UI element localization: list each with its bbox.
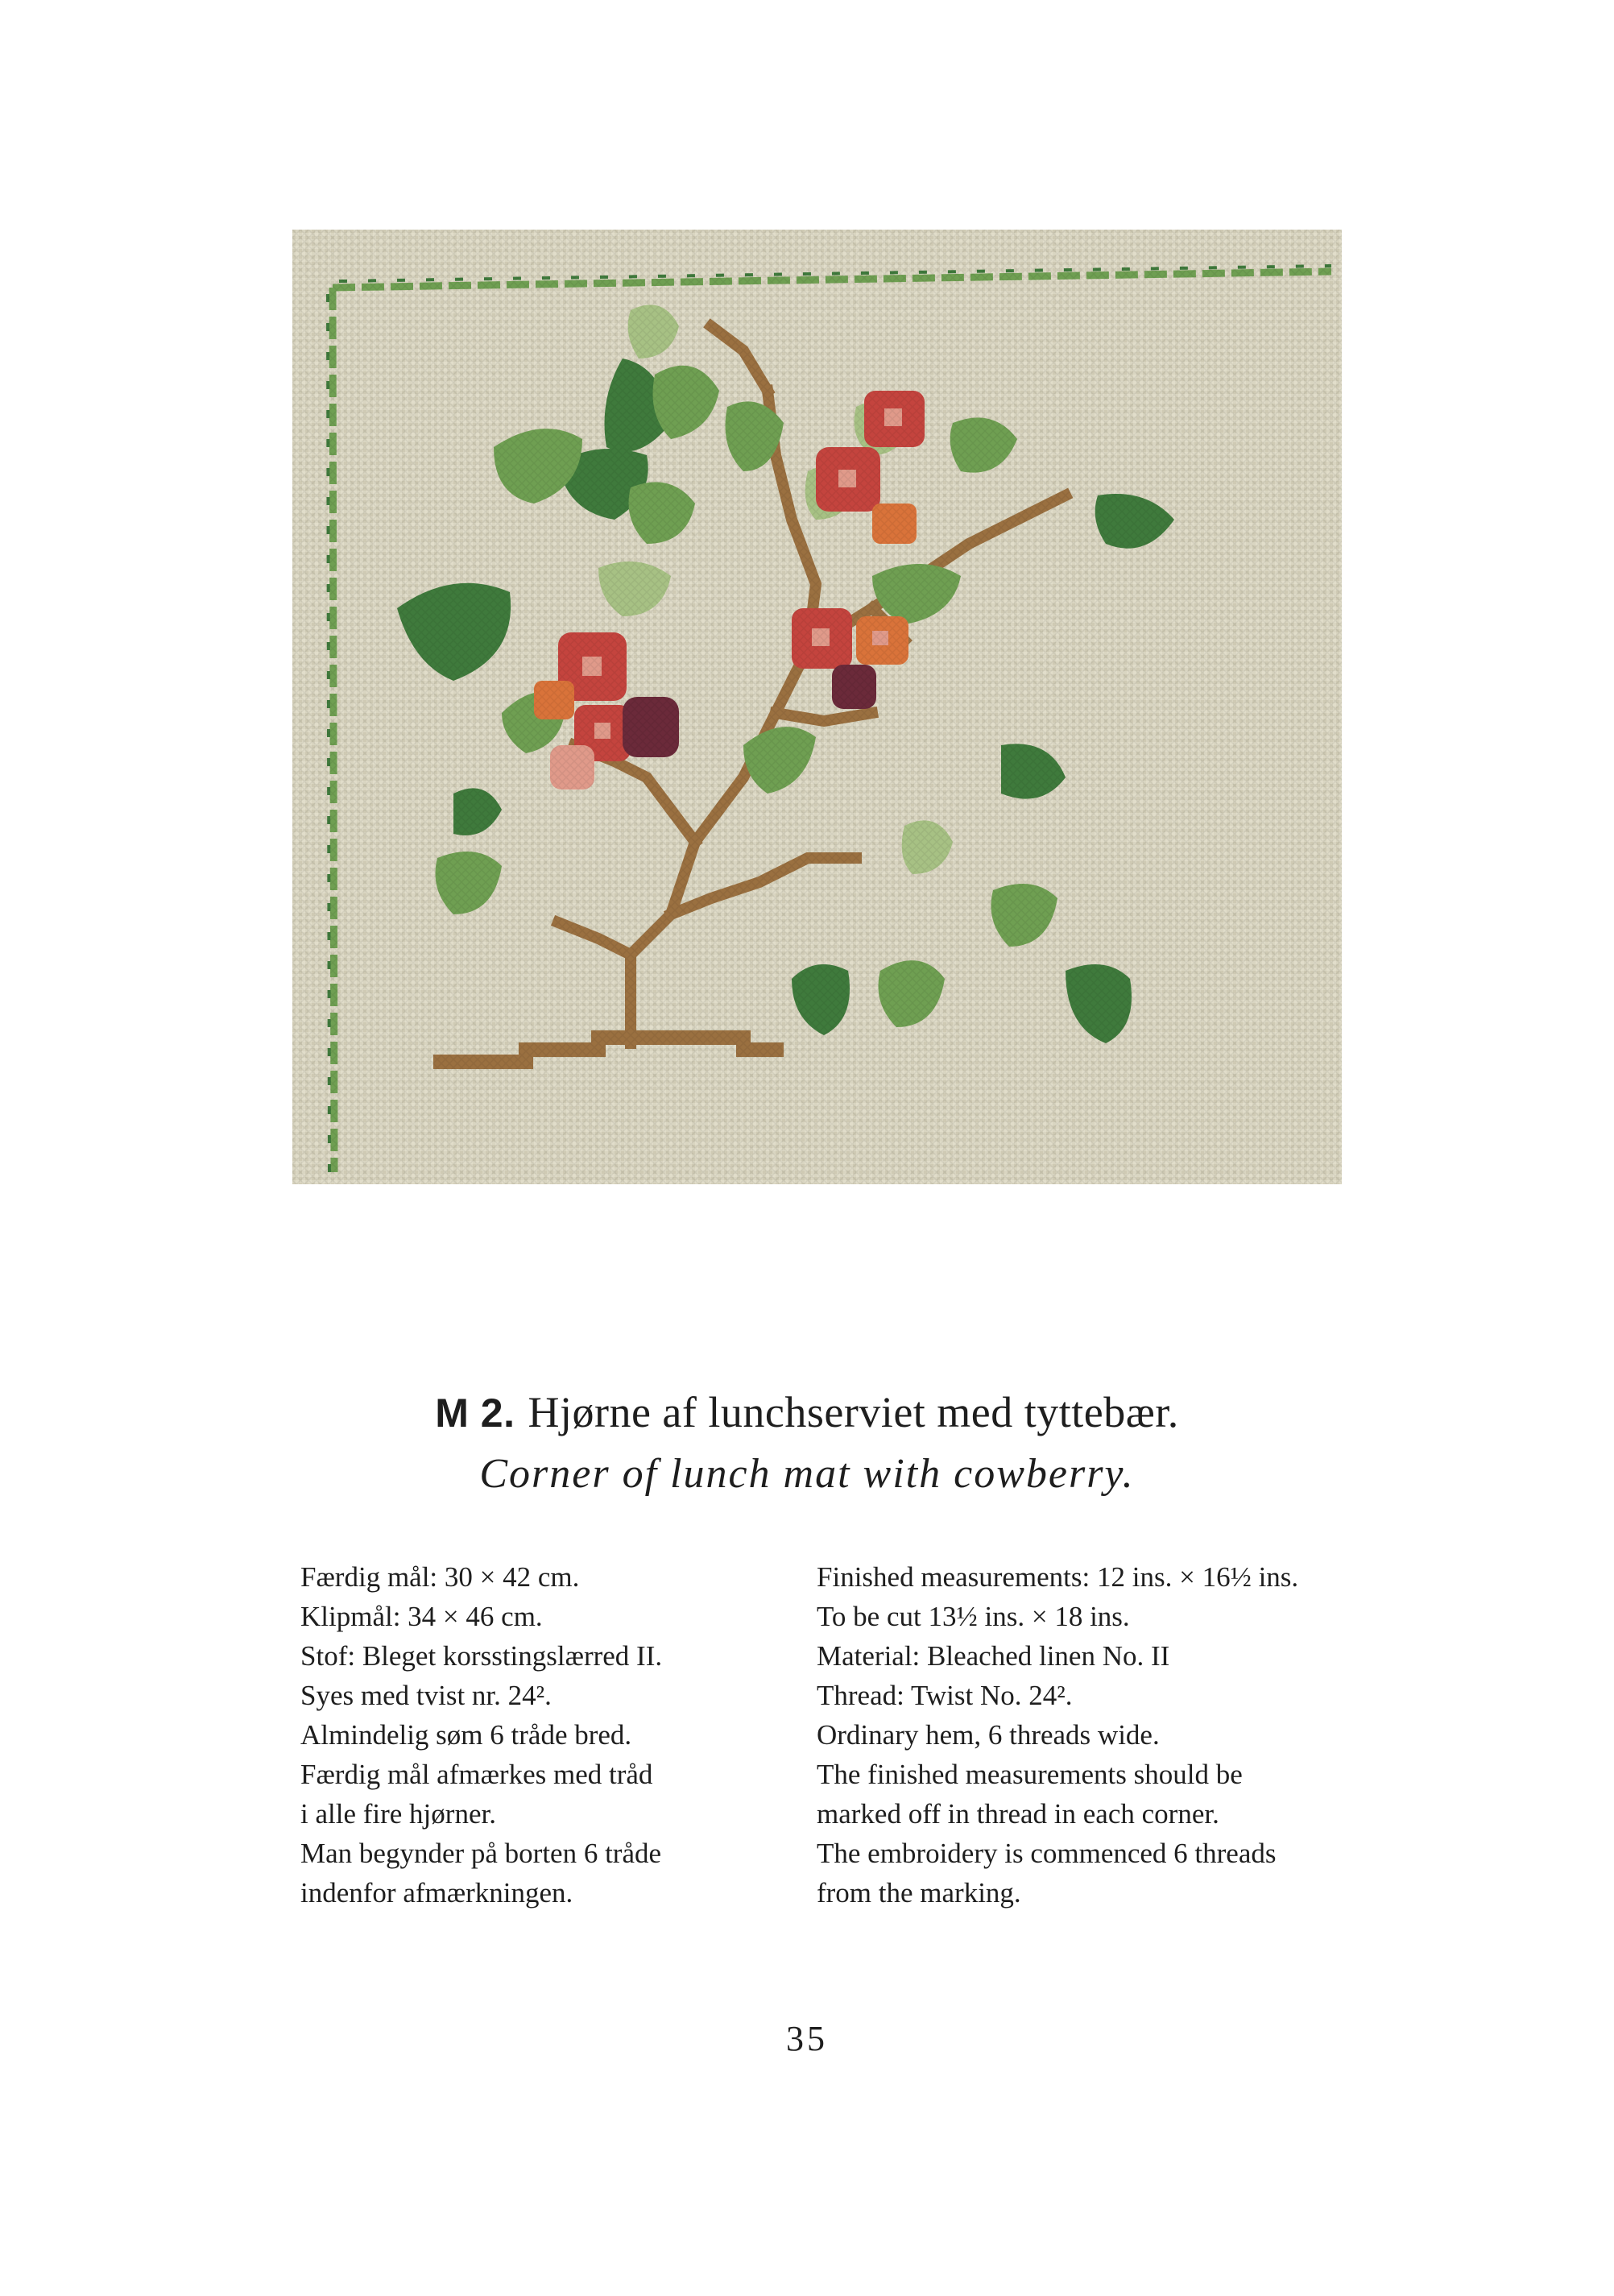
instruction-line: Material: Bleached linen No. II [817, 1640, 1170, 1672]
embroidery-photo [292, 230, 1342, 1184]
instruction-line: Man begynder på borten 6 tråde [300, 1838, 662, 1869]
instruction-line: Almindelig søm 6 tråde bred. [300, 1719, 632, 1751]
instruction-line: Klipmål: 34 × 46 cm. [300, 1601, 543, 1632]
instruction-line: indenfor afmærkningen. [300, 1877, 573, 1908]
instruction-line: Færdig mål: 30 × 42 cm. [300, 1561, 580, 1593]
instruction-line: Syes med tvist nr. 24². [300, 1680, 552, 1711]
instruction-line: Ordinary hem, 6 threads wide. [817, 1719, 1160, 1751]
instructions-danish [300, 1557, 662, 1913]
instruction-line: from the marking. [817, 1877, 1021, 1908]
instruction-line: i alle fire hjørner. [300, 1798, 496, 1830]
instruction-line: To be cut 13½ ins. × 18 ins. [817, 1601, 1130, 1632]
instruction-line: Finished measurements: 12 ins. × 16½ ins. [817, 1561, 1299, 1593]
instruction-line: Stof: Bleget korsstingslærred II. [300, 1640, 663, 1672]
caption-title-danish: Hjørne af lunchserviet med tyttebær. [528, 1388, 1179, 1436]
instruction-line: The finished measurements should be [817, 1759, 1243, 1790]
caption-title-english: Corner of lunch mat with cowberry. [479, 1451, 1135, 1497]
cowberry-embroidery-image [292, 230, 1342, 1184]
instruction-line: The embroidery is commenced 6 threads [817, 1838, 1277, 1869]
instruction-line: Thread: Twist No. 24². [817, 1680, 1073, 1711]
pattern-code: M 2. [435, 1390, 515, 1436]
page-number: 35 [786, 2019, 828, 2058]
instructions-english [817, 1557, 1298, 1913]
instruction-line: Færdig mål afmærkes med tråd [300, 1759, 653, 1790]
instruction-line: marked off in thread in each corner. [817, 1798, 1219, 1830]
caption-title [0, 1387, 1614, 1437]
